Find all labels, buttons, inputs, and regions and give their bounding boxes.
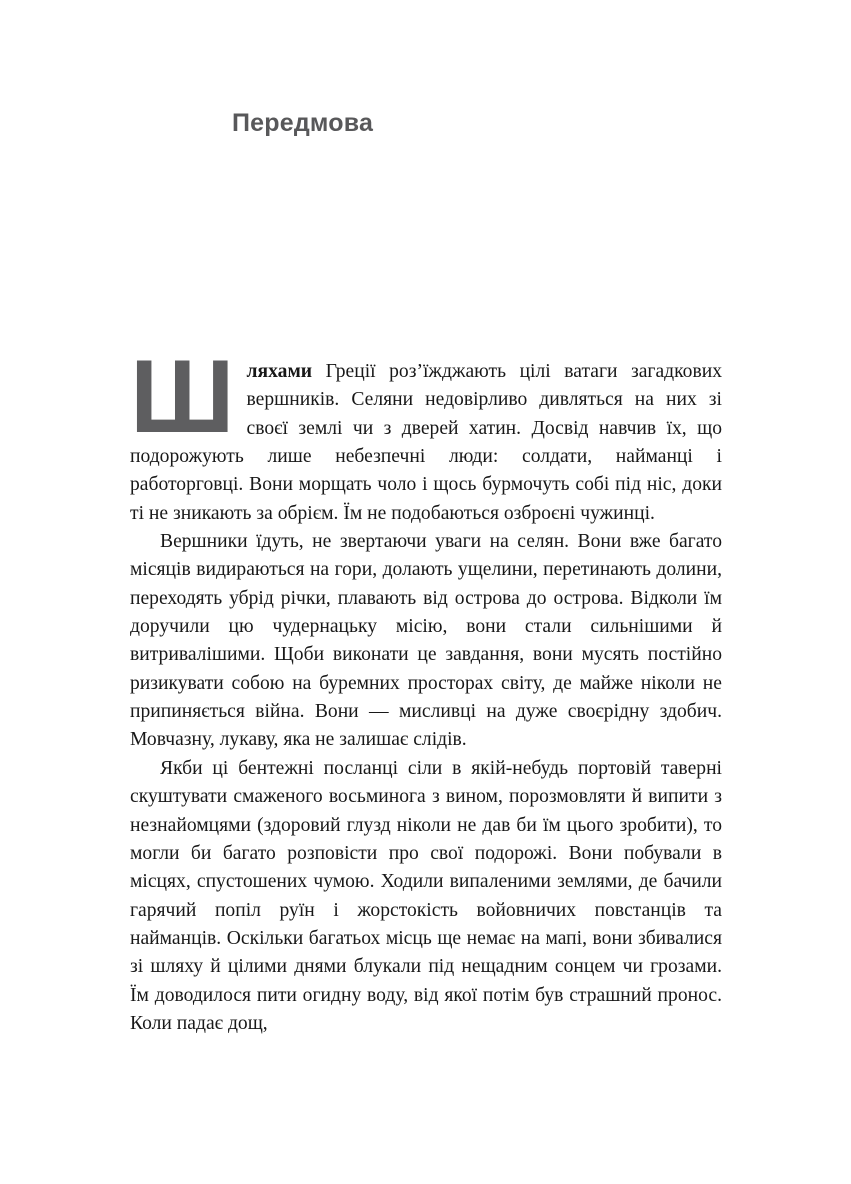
paragraph-3-text: Якби ці бентежні посланці сіли в якій-небудь портовій таверні скуштувати смаженого восьминога з вином, порозмовляти й випити з незнайомцями (здоровий глузд ніколи не дав би їм цього зробити), то могли би багато розповісти про свої подорожі. Вони побували в місцях, спустошених чумою. Ходили випаленими землями, де бачили гарячий попіл руїн і жорстокість войовничих повстанців та найманців. Оскільки багатьох місць ще немає на мапі, вони збивалися зі шляху й цілими днями блукали під нещадним сонцем чи грозами. Їм доводилося пити огидну воду, від якої потім був страшний пронос. Коли падає дощ, <box>130 757 722 1034</box>
paragraph-2-text: Вершники їдуть, не звертаючи уваги на селян. Вони вже багато місяців видираються на гори, долають ущелини, перетинають долини, переходять убрід річки, плавають від острова до острова. Відколи їм доручили цю чудернацьку місію, вони стали сильнішими й витривалішими. Щоби виконати це завдання, вони мусять постійно ризикувати собою на буремних просторах світу, де майже ніколи не припиняється війна. Вони — мисливці на дуже своєрідну здобич. Мовчазну, лукаву, яка не залишає слідів. <box>130 531 722 751</box>
lead-bold-word: ляхами <box>246 361 313 382</box>
page-title: Передмова <box>232 109 374 137</box>
paragraph-1-text: Греції роз’їжджають цілі ватаги загадкових вершників. Селяни недовірливо дивляться на них зі своєї землі чи з дверей хатин. Досвід навчив їх, що подорожують лише небезпечні люди: солдати, найманці і работорговці. Вони морщать чоло і щось бурмочуть собі під ніс, доки ті не зникають за обрієм. Їм не подобаються озброєні чужинці. <box>130 361 722 524</box>
drop-cap: Ш <box>130 359 235 437</box>
paragraph-2 <box>130 528 722 755</box>
body-text-block <box>130 358 722 1038</box>
paragraph-3 <box>130 755 722 1038</box>
paragraph-1 <box>130 358 722 528</box>
